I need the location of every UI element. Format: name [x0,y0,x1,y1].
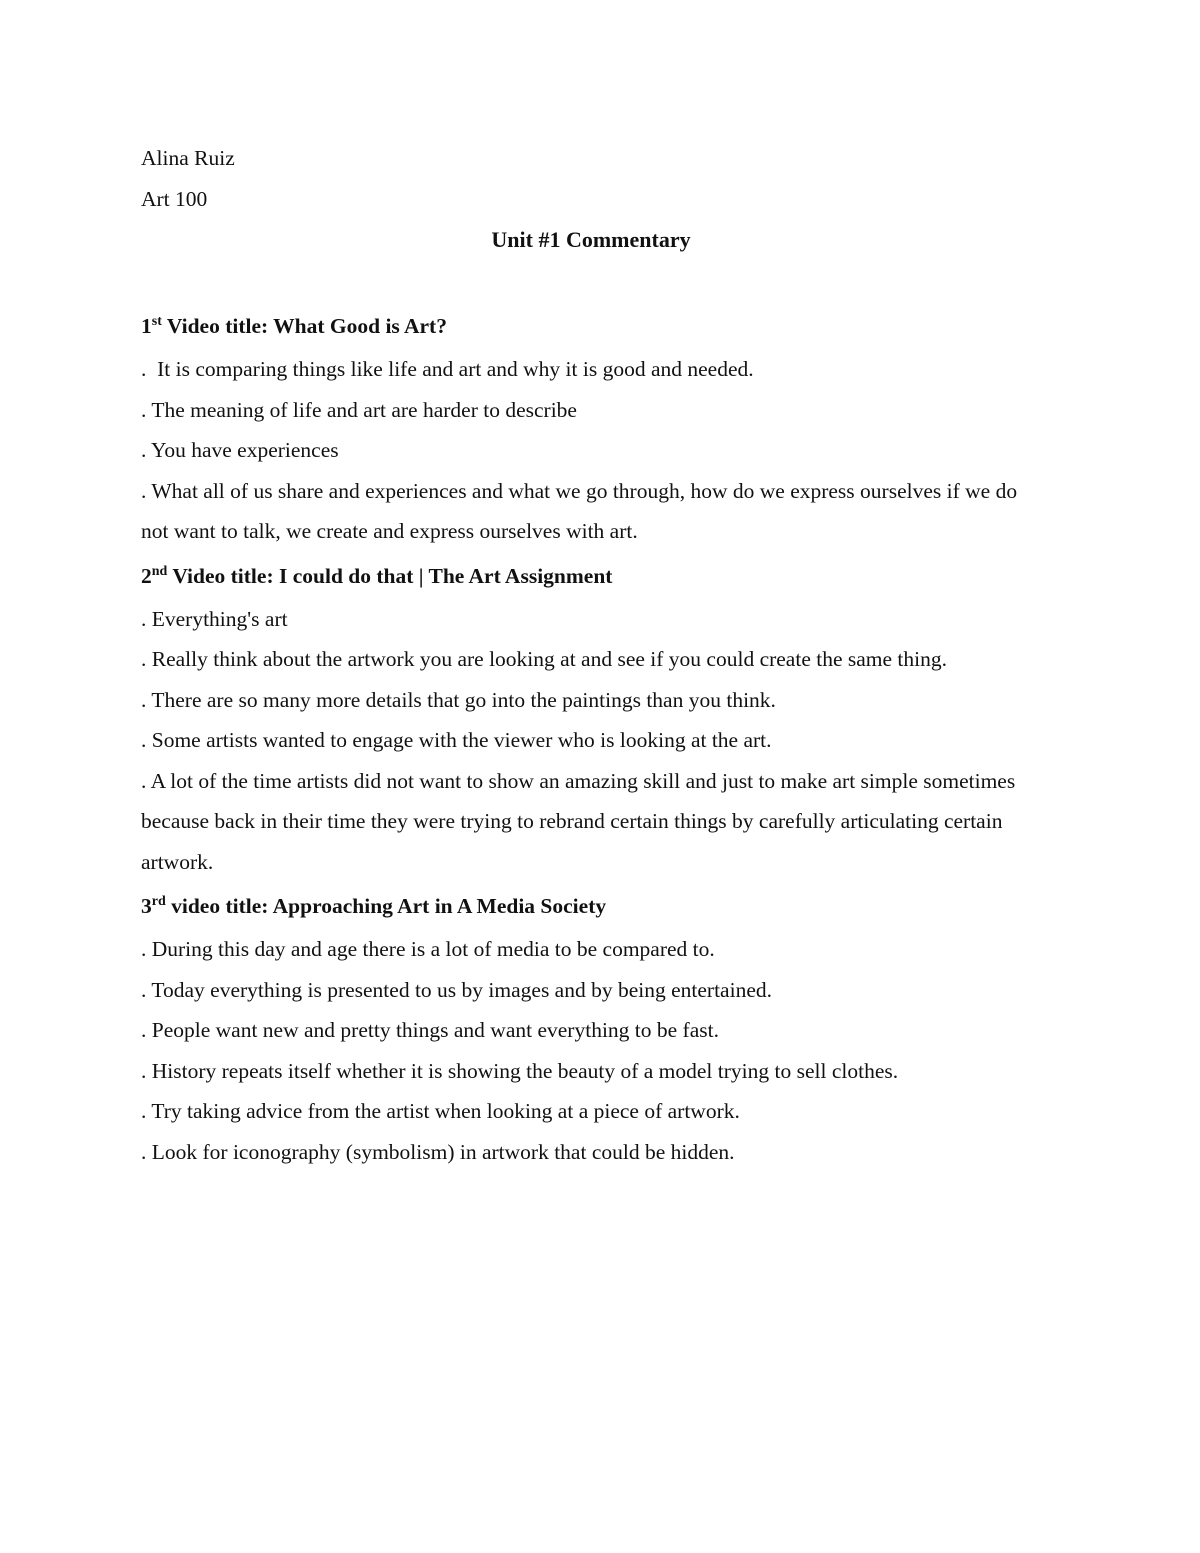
bullet-item: . What all of us share and experiences and what we go through, how do we express ourselves if we do not want to talk, we create and express ourselves with art. [141,478,1018,543]
section-number: 1 [141,314,152,338]
ordinal-suffix: st [151,314,162,329]
bullet-item: . It is comparing things like life and art and why it is good and needed. [141,357,754,381]
document-title: Unit #1 Commentary [491,227,691,252]
bullet-item: . The meaning of life and art are harder to describe [141,397,577,422]
bullet-item: . Some artists wanted to engage with the viewer who is looking at the art. [141,728,772,752]
section-title: Video title: I could do that | The Art Assignment [167,563,613,588]
course-name: Art 100 [141,186,208,211]
document-page [141,138,1061,1172]
section-2 [141,552,1061,883]
section-number: 3 [141,894,152,918]
section-heading [141,882,1061,929]
section-heading [141,552,1061,599]
section-title: video title: Approaching Art in A Media Society [165,894,607,918]
bullet-item: . A lot of the time artists did not want to show an amazing skill and just to make art simple sometimes because back in their time they were trying to rebrand certain things by carefully articulating certain artwork. [141,768,1016,874]
ordinal-suffix: nd [151,563,168,579]
author-name: Alina Ruiz [141,146,235,170]
bullet-item: . People want new and pretty things and want everything to be fast. [141,1018,719,1042]
title-spacer [141,264,1061,302]
bullet-item: . During this day and age there is a lot of media to be compared to. [141,937,715,961]
bullet-item: . Really think about the artwork you are looking at and see if you could create the same thing. [141,647,948,671]
bullet-item: . Look for iconography (symbolism) in artwork that could be hidden. [141,1139,735,1164]
bullet-item: . There are so many more details that go into the paintings than you think. [141,687,776,712]
bullet-item: . Everything's art [141,606,288,631]
section-title: Video title: What Good is Art? [161,314,447,338]
bullet-item: . History repeats itself whether it is showing the beauty of a model trying to sell clothes. [141,1058,899,1083]
section-number: 2 [141,563,152,588]
section-3 [141,882,1061,1172]
bullet-item: . You have experiences [141,438,339,462]
bullet-item: . Try taking advice from the artist when looking at a piece of artwork. [141,1099,740,1123]
bullet-item: . Today everything is presented to us by images and by being entertained. [141,977,772,1002]
ordinal-suffix: rd [151,894,166,909]
section-1 [141,302,1061,552]
section-heading [141,302,1061,349]
